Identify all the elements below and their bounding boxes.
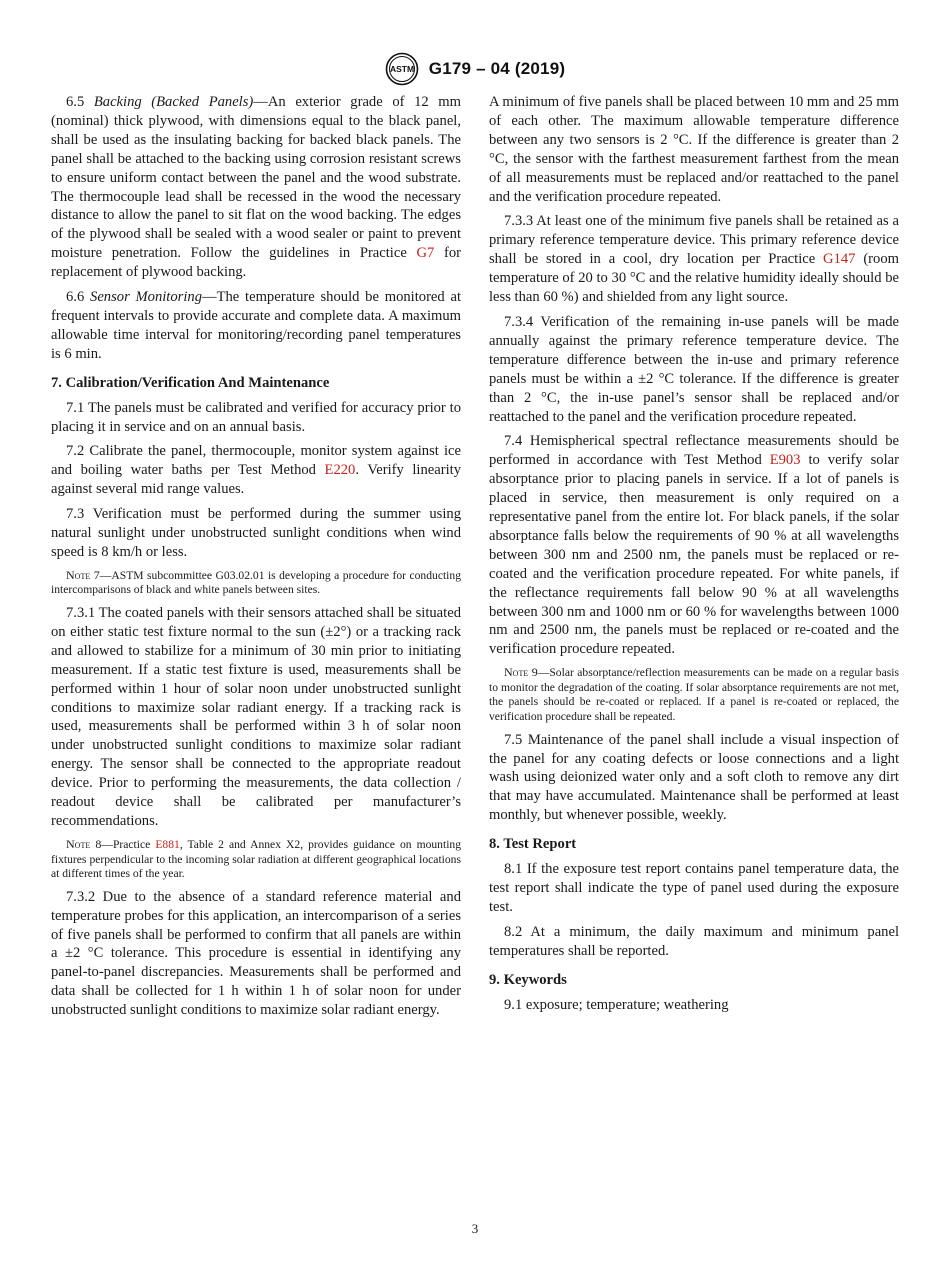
ref-e220-link[interactable]: E220 [324,462,356,479]
section-8-2: 8.2 At a minimum, the daily maximum and minimum panel temperatures shall be reported. [489,923,899,959]
note-9: Note 9—Solar absorptance/reflection measurements can be made on a regular basis to monitor the degradation of the coating. If solar absorptance requirements are not met, the panels should be re-coated or replaced. If a panel is re-coated or replaced, the verification procedure shall be repeated. [489,665,899,724]
section-6-6: 6.6 Sensor Monitoring—The temperature should be monitored at frequent intervals to provide accurate and complete data. A maximum allowable time interval for monitoring/recording panel temperatures is 6 min. [51,289,462,362]
svg-text:ASTM: ASTM [389,64,414,74]
section-7-1: 7.1 The panels must be calibrated and verified for accuracy prior to placing it in service and on an annual basis. [51,399,461,435]
ref-e881-link[interactable]: E881 [155,837,180,851]
heading-section-7: 7. Calibration/Verification And Maintenance [51,374,330,391]
section-7-3-4: 7.3.4 Verification of the remaining in-use panels will be made annually against the primary reference temperature device. The temperature difference between the in-use and primary reference panels must be within a ±2 °C tolerance. If the difference is greater than 2 °C, the in-use panel’s sensor shall be replaced and/or reattached to the panel and the verification procedure repeated. [489,313,899,425]
astm-logo-icon [385,52,419,86]
heading-section-8: 8. Test Report [489,836,577,853]
section-6-5: 6.5 Backing (Backed Panels)—An exterior grade of 12 mm (nominal) thick plywood, with dimensions equal to the black panel, shall be used as the insulating backing for backed black panels. The panel shall be attached to the backing using corrosion resistant screws to ensure uniform contact between the panel and the wood substrate. The thermocouple lead shall be recessed in the wood the necessary distance to allow the panel to sit flat on the wood backing. The edges of the plywood shall be sealed with a wood sealer or paint to prevent moisture penetration. Follow the guidelines in Practice G7 for replacement of plywood backing. [51,94,462,281]
left-column [51,93,461,1026]
page-number: 3 [471,1221,479,1236]
section-7-3-2-continued: A minimum of five panels shall be placed between 10 mm and 25 mm of each other. The maximum allowable temperature difference between any two sensors is 2 °C. If the difference is greater than 2 °C, the sensor with the farthest measurement farthest from the mean of all measurements must be replaced and/or reattached to the panel and the verification procedure repeated. [489,94,899,205]
note-8: Note 8—Practice E881, Table 2 and Annex X2, provides guidance on mounting fixtures perpendicular to the incoming solar radiation at different geographical locations at different times of the year. [51,836,462,881]
section-8-1: 8.1 If the exposure test report contains panel temperature data, the test report shall indicate the type of panel used during the exposure test. [489,861,899,915]
page-header [0,52,950,86]
ref-g147-link[interactable]: G147 [823,251,856,268]
section-7-4: 7.4 Hemispherical spectral reflectance measurements should be performed in accordance with Test Method E903 to verify solar absorptance prior to placing panels in service. If a lot of panels is placed in service, then measurement is only required on a representative panel from the entire lot. For black panels, if the solar absorptance falls below the requirements of 90 % at all wavelengths between 300 nm and 2500 nm, the panels must be replaced or re-coated and the verification procedure repeated. For white panels, if the reflectance requirements fall below 90 % at all wavelengths between 300 nm and 1000 nm or 60 % for wavelengths between 1000 nm and 2500 nm, the panels must be replaced or re-coated and the verification procedure repeated. [489,433,899,658]
right-column [489,93,899,1020]
section-7-3-2: 7.3.2 Due to the absence of a standard reference material and temperature probes for this application, an intercomparison of a series of five panels shall be performed to confirm that all panels are within a ±2 °C tolerance. This procedure is essential in identifying any panel-to-panel discrepancies. Measurements shall be performed and data shall be collected for 1 h within 1 h of solar noon for under unobstructed sunlight conditions to maximize solar radiant energy. [51,888,461,1019]
section-7-3-3: 7.3.3 At least one of the minimum five panels shall be retained as a primary reference temperature device. This primary reference device shall be stored in a cool, dry location per Practice G147 (room temperature of 20 to 30 °C and the relative humidity ideally should be less than 60 %) and shielded from any light source. [489,213,899,306]
section-7-3: 7.3 Verification must be performed during the summer using natural sunlight under unobstructed sunlight conditions when wind speed is 8 km/h or less. [51,506,461,560]
section-7-2: 7.2 Calibrate the panel, thermocouple, monitor system against ice and boiling water baths per Test Method E220. Verify linearity against several mid range values. [51,443,461,498]
note-7: Note 7—ASTM subcommittee G03.02.01 is developing a procedure for conducting intercomparisons of black and white panels between sites. [51,567,461,597]
section-7-5: 7.5 Maintenance of the panel shall include a visual inspection of the panel for any coating defects or loose connections and a light wash using deionized water only and a soft cloth to remove any dirt that may have accumulated. Maintenance shall be performed at least monthly, but whenever possible, weekly. [489,731,899,824]
ref-e903-link[interactable]: E903 [769,452,801,469]
ref-g7-link[interactable]: G7 [416,245,435,262]
section-9-1: 9.1 exposure; temperature; weathering [504,996,729,1013]
document-id: G179 – 04 (2019) [428,59,566,78]
heading-section-9: 9. Keywords [489,971,567,988]
section-7-3-1: 7.3.1 The coated panels with their sensors attached shall be situated on either static test fixture normal to the sun (±2°) or a tracking rack and allowed to stabilize for a minimum of 30 min prior to initiating measurement. If a static test fixture is used, measurements shall be performed within 1 hour of solar noon under unobstructed sunlight conditions to maximize solar radiant energy. If a tracking rack is used, measurements shall be performed within 3 h of solar noon under unobstructed sunlight conditions to maximize solar radiant energy. The sensor shall be connected to the appropriate readout device. Prior to performing the measurements, the data collection / readout device shall be calibrated per manufacturer’s recommendations. [51,605,461,829]
